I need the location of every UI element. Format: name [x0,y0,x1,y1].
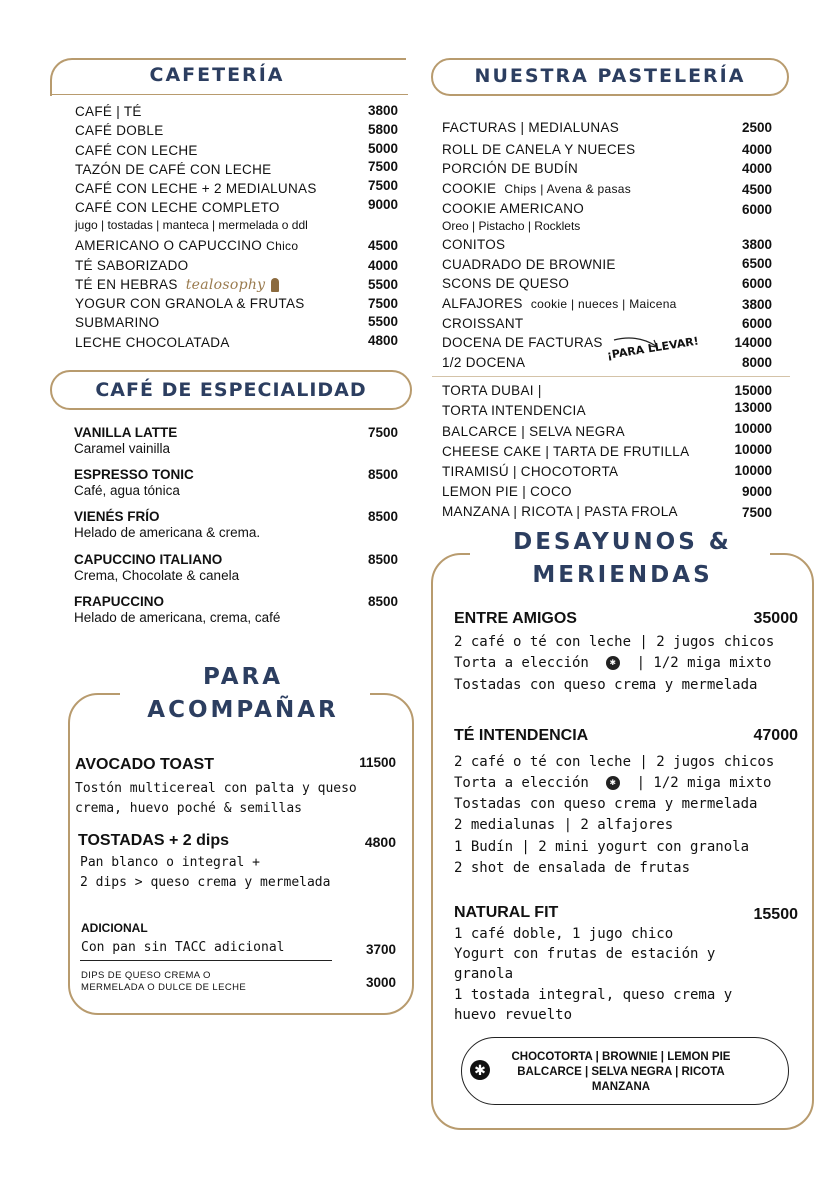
list-item-desc: Helado de americana & crema. [74,525,261,540]
price: 6000 [741,276,772,291]
price: 5800 [367,122,398,137]
price: 6500 [741,256,772,271]
price: 9000 [741,484,772,499]
price: 13000 [734,400,772,415]
list-item: CAFÉ | TÉ [75,104,142,119]
list-item-desc: Crema, Chocolate & canela [74,568,240,583]
list-item: CAFÉ CON LECHE COMPLETO [75,200,280,215]
list-item: TAZÓN DE CAFÉ CON LECHE [75,162,272,177]
torta-options-line-1: CHOCOTORTA | BROWNIE | LEMON PIE [511,1051,731,1063]
avocado-desc-2: crema, huevo poché & semillas [75,801,302,816]
list-item: DOCENA DE FACTURAS [442,335,603,350]
list-item: YOGUR CON GRANOLA & FRUTAS [75,296,305,311]
combo-price: 15500 [753,906,798,923]
price: 8000 [741,355,772,370]
price: 4000 [741,142,772,157]
price: 7500 [741,505,772,520]
cookie-note: Chips | Avena & pasas [504,182,632,196]
list-item: ALFAJORES cookie | nueces | Maicena [442,296,677,311]
list-item: CROISSANT [442,316,524,331]
combo-line: 2 café o té con leche | 2 jugos chicos [454,754,775,770]
price: 4000 [367,258,398,273]
combo-line: Torta a elección ✱ | 1/2 miga mixto [454,775,772,791]
combo-line: 2 café o té con leche | 2 jugos chicos [454,634,775,650]
price: 9000 [367,197,398,212]
list-item: BALCARCE | SELVA NEGRA [442,424,625,439]
acompanar-frame [68,693,414,1015]
tostadas-desc-1: Pan blanco o integral + [80,855,261,870]
price: 8500 [367,552,398,567]
torta-options-line-3: MANZANA [591,1081,651,1093]
combo-name: ENTRE AMIGOS [454,610,577,627]
avocado-name: AVOCADO TOAST [75,756,214,773]
avocado-desc-1: Tostón multicereal con palta y queso [75,781,357,796]
americano-note: Chico [266,239,299,253]
acompanar-title-2: ACOMPAÑAR [147,697,339,723]
price: 4800 [367,333,398,348]
combo-line: 1 café doble, 1 jugo chico [454,926,674,942]
list-item: CAFÉ CON LECHE [75,143,198,158]
price: 15000 [734,383,772,398]
dips-line-1: DIPS DE QUESO CREMA O [81,970,211,981]
desayunos-title-1: DESAYUNOS & [513,529,732,555]
list-item: CUADRADO DE BROWNIE [442,257,616,272]
price: 5000 [367,141,398,156]
cafeteria-underline [50,94,408,95]
price: 3800 [367,103,398,118]
alfajores-note: cookie | nueces | Maicena [530,297,677,311]
list-item: CAFÉ DOBLE [75,123,164,138]
list-item-name: VIENÉS FRÍO [74,509,160,524]
list-item: SCONS DE QUESO [442,276,570,291]
list-item: FACTURAS | MEDIALUNAS [442,120,620,135]
list-item-desc: Café, agua tónica [74,483,180,498]
price: 7500 [367,425,398,440]
list-item: AMERICANO O CAPUCCINO Chico [75,238,299,253]
dips-line-2: MERMELADA O DULCE DE LECHE [81,982,247,993]
cookie-am-note: Oreo | Pistacho | Rocklets [442,219,581,233]
combo-line: Torta a elección ✱ | 1/2 miga mixto [454,655,772,671]
price: 3800 [741,237,772,252]
list-item-name: CAPUCCINO ITALIANO [74,552,223,567]
combo-line: Yogurt con frutas de estación y [454,946,716,962]
combo-name: TÉ INTENDENCIA [454,727,589,744]
adicional-item: Con pan sin TACC adicional [81,940,285,955]
combo-line: granola [454,966,514,982]
price: 7500 [367,296,398,311]
list-item: MANZANA | RICOTA | PASTA FROLA [442,504,678,519]
price: 2500 [741,120,772,135]
price: 4500 [367,238,398,253]
price: 10000 [734,442,772,457]
list-item: TIRAMISÚ | CHOCOTORTA [442,464,619,479]
cafeteria-title: CAFETERÍA [149,64,285,86]
price: 4000 [741,161,772,176]
desayunos-title-2: MERIENDAS [532,562,713,588]
torta-options-line-2: BALCARCE | SELVA NEGRA | RICOTA [517,1066,725,1078]
list-item-name: FRAPUCCINO [74,594,164,609]
combo-price: 35000 [753,610,798,627]
list-item: CHEESE CAKE | TARTA DE FRUTILLA [442,444,690,459]
asterisk-icon: ✱ [606,776,620,790]
list-item-desc: Helado de americana, crema, café [74,610,281,625]
adicional-price: 3700 [365,942,396,957]
list-item-desc: Caramel vainilla [74,441,171,456]
list-item: TÉ EN HEBRAS tealosophy [75,277,279,293]
price: 10000 [734,421,772,436]
tealosophy-logo: tealosophy [185,277,266,293]
pasteleria-title: NUESTRA PASTELERÍA [474,65,746,87]
combo-line: 1 Budín | 2 mini yogurt con granola [454,839,750,855]
list-item: CAFÉ CON LECHE + 2 MEDIALUNAS [75,181,317,196]
price: 6000 [741,202,772,217]
price: 10000 [734,463,772,478]
combo-line: Tostadas con queso crema y mermelada [454,796,758,812]
asterisk-icon: ✱ [606,656,620,670]
list-item: TORTA DUBAI | [442,383,542,398]
acompanar-title-1: PARA [202,664,284,690]
list-item: TÉ SABORIZADO [75,258,189,273]
combo-line: 1 tostada integral, queso crema y [454,987,733,1003]
price: 7500 [367,159,398,174]
list-item: COOKIE AMERICANO [442,201,585,216]
para-llevar-label: ¡PARA LLEVAR! [606,334,700,362]
list-item: LEMON PIE | COCO [442,484,572,499]
tostadas-desc-2: 2 dips > queso crema y mermelada [80,875,331,890]
price: 5500 [367,314,398,329]
combo-line: huevo revuelto [454,1007,573,1023]
list-item: TORTA INTENDENCIA [442,403,586,418]
list-item: ROLL DE CANELA Y NUECES [442,142,636,157]
avocado-price: 11500 [359,755,396,770]
combo-name: NATURAL FIT [454,904,559,921]
combo-line: Tostadas con queso crema y mermelada [454,677,758,693]
price: 7500 [367,178,398,193]
list-item: CONITOS [442,237,506,252]
divider [80,960,332,961]
price: 8500 [367,467,398,482]
divider [432,376,790,377]
combo-line: 2 medialunas | 2 alfajores [454,817,674,833]
adicional-title: ADICIONAL [81,921,148,935]
list-item: PORCIÓN DE BUDÍN [442,161,579,176]
tostadas-name: TOSTADAS + 2 dips [78,832,229,849]
especialidad-title: CAFÉ DE ESPECIALIDAD [95,379,367,401]
list-item-name: VANILLA LATTE [74,425,178,440]
list-item: COOKIE Chips | Avena & pasas [442,181,632,196]
dips-price: 3000 [365,975,396,990]
list-item: 1/2 DOCENA [442,355,526,370]
combo-price: 47000 [753,727,798,744]
completo-note: jugo | tostadas | manteca | mermelada o ddl [75,218,308,232]
price: 8500 [367,509,398,524]
list-item: LECHE CHOCOLATADA [75,335,230,350]
price: 4500 [741,182,772,197]
price: 3800 [741,297,772,312]
price: 14000 [734,335,772,350]
asterisk-icon: ✱ [470,1060,490,1080]
list-item-name: ESPRESSO TONIC [74,467,194,482]
combo-line: 2 shot de ensalada de frutas [454,860,691,876]
price: 6000 [741,316,772,331]
tealosophy-icon [271,278,279,292]
price: 8500 [367,594,398,609]
price: 5500 [367,277,398,292]
tostadas-price: 4800 [364,834,396,850]
list-item: SUBMARINO [75,315,160,330]
